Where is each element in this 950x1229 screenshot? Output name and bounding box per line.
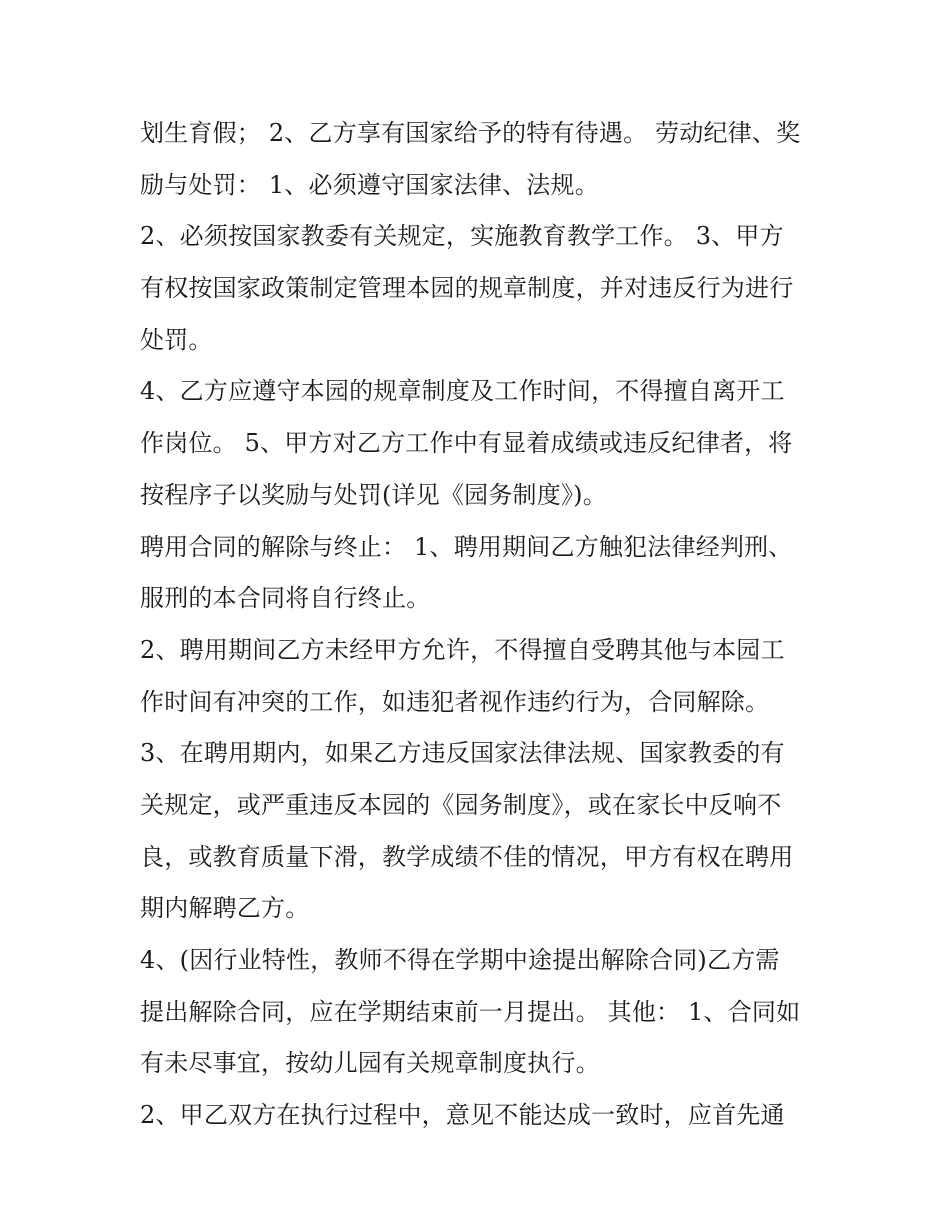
text-line: 作时间有冲突的工作，如违犯者视作违约行为，合同解除。 bbox=[140, 687, 770, 716]
text-line: 2、必须按国家教委有关规定，实施教育教学工作。 3、甲方 bbox=[140, 222, 784, 251]
text-line: 4、乙方应遵守本园的规章制度及工作时间，不得擅自离开工 bbox=[140, 377, 785, 406]
contract-text-body bbox=[140, 108, 820, 1142]
text-line: 服刑的本合同将自行终止。 bbox=[140, 584, 431, 613]
text-line: 提出解除合同，应在学期结束前一月提出。 其他： 1、合同如 bbox=[140, 997, 801, 1026]
text-line: 2、甲乙双方在执行过程中，意见不能达成一致时，应首先通 bbox=[140, 1101, 785, 1130]
text-line: 处罚。 bbox=[140, 325, 213, 354]
text-line: 聘用合同的解除与终止： 1、聘用期间乙方触犯法律经判刑、 bbox=[140, 532, 793, 561]
text-line: 按程序子以奖励与处罚(详见《园务制度》)。 bbox=[140, 480, 607, 509]
text-line: 4、(因行业特性，教师不得在学期中途提出解除合同)乙方需 bbox=[140, 946, 780, 974]
text-line: 励与处罚： 1、必须遵守国家法律、法规。 bbox=[140, 170, 599, 199]
text-line: 划生育假； 2、乙方享有国家给予的特有待遇。 劳动纪律、奖 bbox=[140, 119, 801, 147]
text-line: 3、在聘用期内，如果乙方违反国家法律法规、国家教委的有 bbox=[140, 739, 785, 768]
text-line: 期内解聘乙方。 bbox=[140, 894, 310, 923]
text-line: 良，或教育质量下滑，教学成绩不佳的情况，甲方有权在聘用 bbox=[140, 842, 794, 871]
text-line: 有未尽事宜，按幼儿园有关规章制度执行。 bbox=[140, 1049, 600, 1078]
text-line: 关规定，或严重违反本园的《园务制度》，或在家长中反响不 bbox=[140, 790, 782, 819]
text-line: 作岗位。 5、甲方对乙方工作中有显着成绩或违反纪律者，将 bbox=[140, 429, 793, 458]
text-line: 有权按国家政策制定管理本园的规章制度，并对违反行为进行 bbox=[140, 274, 794, 303]
text-line: 2、聘用期间乙方未经甲方允许，不得擅自受聘其他与本园工 bbox=[140, 635, 785, 664]
